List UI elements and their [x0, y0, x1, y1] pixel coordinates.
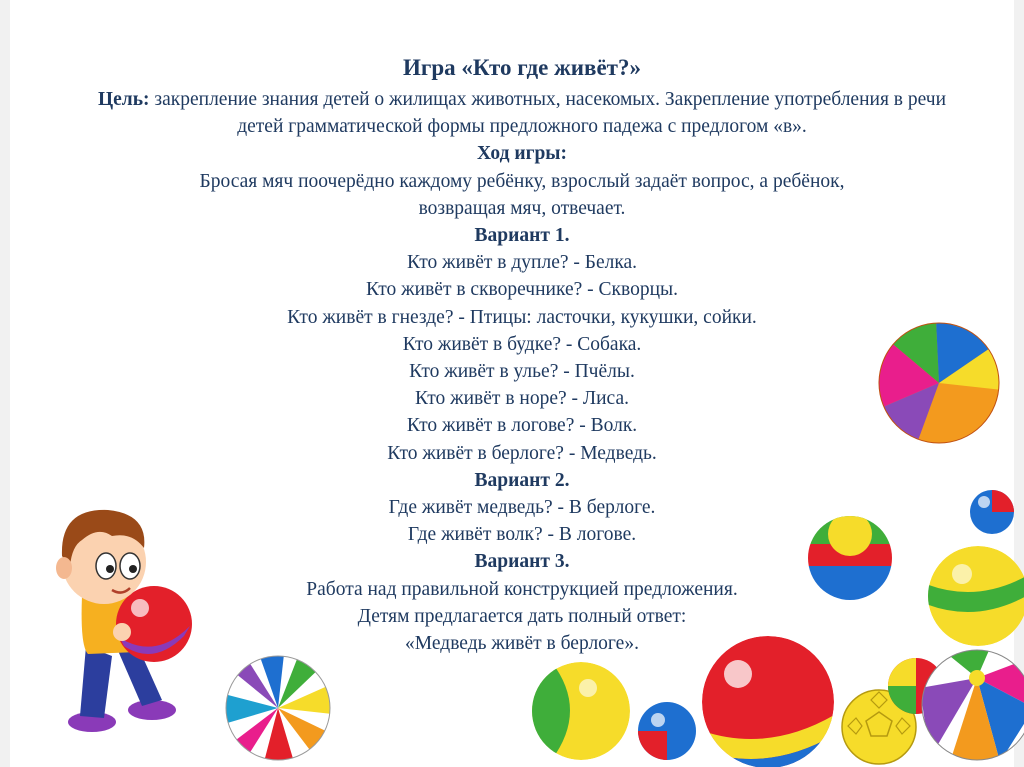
progress-heading: Ход игры: — [476, 143, 568, 165]
goal-line-1 — [10, 86, 1024, 113]
colorful-beach-ball-icon — [920, 648, 1024, 762]
pastel-beach-ball-icon — [224, 654, 332, 762]
variant3-line: Детям предлагается дать полный ответ: — [357, 605, 687, 627]
variant1-line: Кто живёт в дупле? - Белка. — [406, 252, 638, 274]
yellow-ball-icon — [926, 544, 1024, 648]
variant1-line: Кто живёт в берлоге? - Медведь. — [387, 442, 657, 464]
goal-text-1: закрепление знания детей о жилищах животных, насекомых. Закрепление употребления в речи — [154, 89, 947, 110]
variant2-line: Где живёт волк? - В логове. — [407, 524, 637, 546]
variant1-line: Кто живёт в будке? - Собака. — [402, 333, 642, 355]
variant1-line: Кто живёт в улье? - Пчёлы. — [409, 361, 635, 383]
variant3-line: «Медведь живёт в берлоге». — [405, 633, 639, 655]
variant3-heading: Вариант 3. — [474, 551, 570, 573]
variant1-line: Кто живёт в скворечнике? - Скворцы. — [366, 279, 678, 301]
progress-text-2: возвращая мяч, отвечает. — [418, 197, 626, 219]
progress-text-1: Бросая мяч поочерёдно каждому ребёнку, взрослый задаёт вопрос, а ребёнок, — [199, 170, 845, 192]
variant3-line: Работа над правильной конструкцией предложения. — [306, 578, 738, 600]
goal-label: Цель: — [97, 89, 150, 110]
variant1-line: Кто живёт в логове? - Волк. — [406, 415, 638, 437]
small-ball-icon — [968, 488, 1016, 536]
variant2-heading: Вариант 2. — [474, 469, 570, 491]
beach-ball-icon — [876, 320, 1002, 446]
variant1-line: Кто живёт в норе? - Лиса. — [415, 388, 629, 410]
boy-with-ball-icon — [32, 496, 202, 740]
variant1-heading: Вариант 1. — [474, 225, 570, 247]
green-yellow-ball-icon — [530, 660, 632, 762]
blue-ball-icon — [636, 700, 698, 762]
goal-text-2: детей грамматической формы предложного падежа с предлогом «в». — [237, 116, 807, 138]
variant2-line: Где живёт медведь? - В берлоге. — [388, 497, 656, 519]
game-title: Игра «Кто где живёт?» — [403, 55, 641, 80]
variant1-line: Кто живёт в гнезде? - Птицы: ласточки, кукушки, сойки. — [287, 306, 757, 328]
red-ball-icon — [700, 634, 836, 767]
striped-ball-icon — [806, 514, 894, 602]
